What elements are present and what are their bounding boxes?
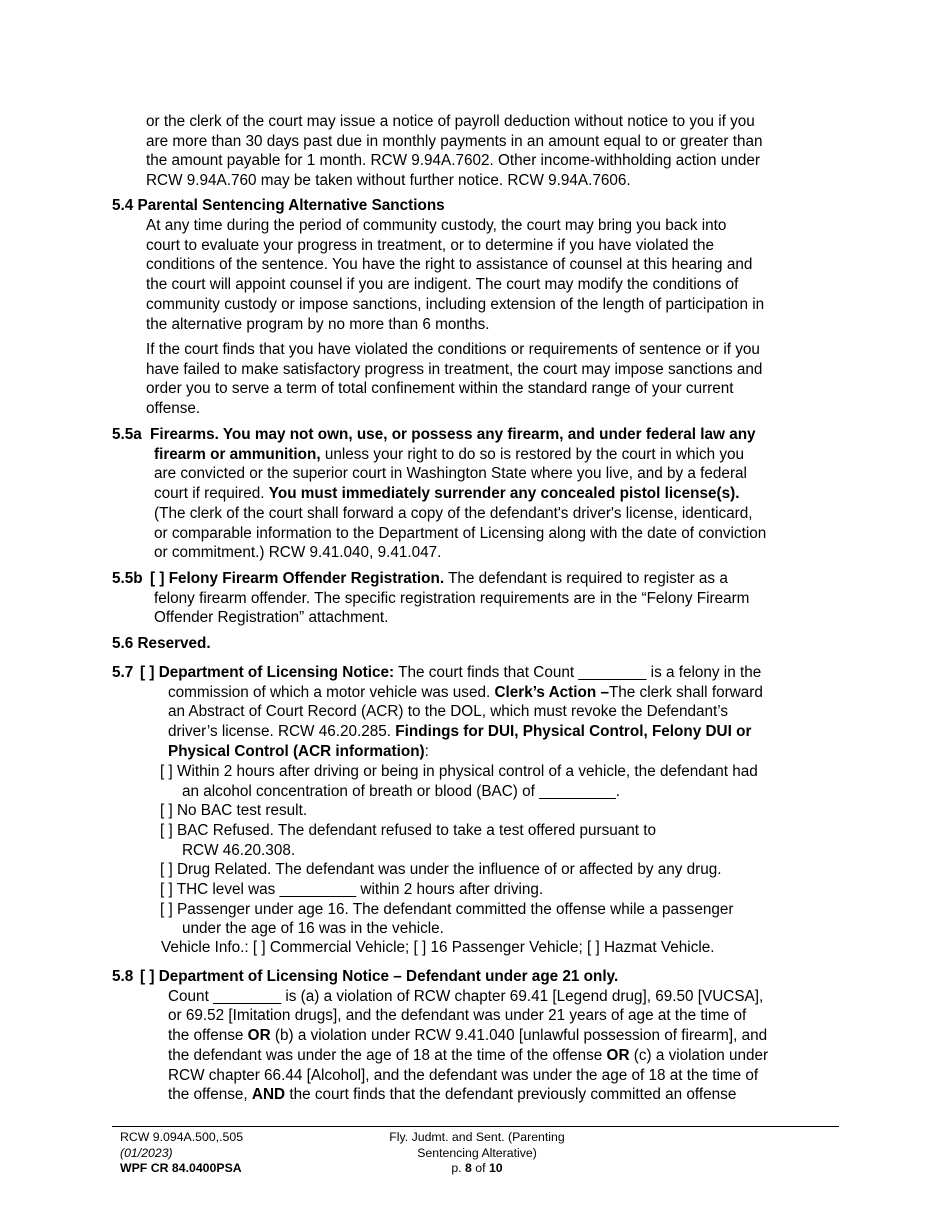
text-line: RCW chapter 66.44 [Alcohol], and the defendant was under the age of 18 at the time of (168, 1066, 759, 1084)
section-5-5b (112, 569, 852, 629)
text-line: court to evaluate your progress in treatment, or to determine if you have violated the (146, 236, 714, 254)
checklist-item-passenger[interactable]: [ ] Passenger under age 16. The defendant committed the offense while a passenger (160, 900, 734, 918)
text-run: commission of which a motor vehicle was used. (168, 683, 495, 701)
section-number: 5.5b (112, 570, 143, 587)
dol-checklist (160, 762, 758, 939)
footer-subtitle: Sentencing Alterative) (417, 1145, 537, 1160)
section-5-5a (112, 425, 852, 565)
firearms-bold: firearm or ammunition, (154, 445, 321, 463)
text-line: the court will appoint counsel if you are indigent. The court may modify the conditions of (146, 276, 739, 294)
text-run: the defendant was under the age of 18 at the time of the offense (168, 1046, 607, 1064)
vehicle-info-line[interactable]: Vehicle Info.: [ ] Commercial Vehicle; [ ] 16 Passenger Vehicle; [ ] Hazmat Vehicle. (161, 939, 715, 956)
current-page: 8 (465, 1161, 472, 1175)
text-line: Offender Registration” attachment. (154, 609, 389, 627)
checklist-item-bac-refused[interactable]: [ ] BAC Refused. The defendant refused to take a test offered pursuant to (160, 821, 657, 839)
footer-left (120, 1130, 243, 1177)
text-run: The court finds that Count ________ is a felony in the (394, 664, 762, 681)
text-line: under the age of 16 was in the vehicle. (182, 920, 444, 938)
section-5-6-heading: 5.6 Reserved. (112, 635, 211, 652)
footer-title: Fly. Judmt. and Sent. (Parenting (389, 1130, 565, 1144)
section-number: 5.8 (112, 968, 134, 985)
checklist-item-bac[interactable]: [ ] Within 2 hours after driving or being in physical control of a vehicle, the defendant had (160, 762, 758, 780)
text-run: (c) a violation under (629, 1046, 769, 1064)
text-line: (The clerk of the court shall forward a copy of the defendant's driver's license, identicard, (154, 504, 753, 522)
text-line: an alcohol concentration of breath or blood (BAC) of _________. (182, 782, 620, 800)
text-line: the amount payable for 1 month. RCW 9.94A.7602. Other income-withholding action under (146, 152, 760, 170)
dol-notice-heading: [ ] Department of Licensing Notice: (140, 664, 395, 681)
dol-under-21-heading: [ ] Department of Licensing Notice – Defendant under age 21 only. (140, 968, 619, 985)
text-run: court if required. (154, 485, 269, 503)
findings-heading-cont: Physical Control (ACR information) (168, 742, 425, 760)
text-line: or commitment.) RCW 9.41.040, 9.41.047. (154, 544, 442, 562)
text-run: (b) a violation under RCW 9.41.040 [unlawful possession of firearm], and (270, 1027, 768, 1045)
text-run: the offense, (168, 1086, 252, 1104)
clerks-action-label: Clerk’s Action – (494, 683, 609, 701)
text-line: the alternative program by no more than 6 months. (146, 315, 490, 333)
firearms-heading: Firearms. You may not own, use, or possess any firearm, and under federal law any (150, 426, 756, 443)
text-line: Count ________ is (a) a violation of RCW chapter 69.41 [Legend drug], 69.50 [VUCSA], (168, 987, 764, 1005)
or-keyword: OR (247, 1027, 271, 1045)
text-line: order you to serve a term of total confinement within the standard range of your current (146, 380, 734, 398)
text-line: If the court finds that you have violated the conditions or requirements of sentence or if you (146, 341, 760, 358)
text-run: : (424, 742, 429, 760)
intro-paragraph (146, 112, 763, 191)
checklist-item-thc-level[interactable]: [ ] THC level was _________ within 2 hours after driving. (160, 881, 544, 899)
text-line: are more than 30 days past due in monthly payments in an amount equal to or greater than (146, 132, 763, 150)
text-run: The defendant is required to register as a (444, 570, 728, 587)
text-line: RCW 9.94A.760 may be taken without further notice. RCW 9.94A.7606. (146, 172, 631, 190)
footer-center (347, 1130, 607, 1177)
and-keyword: AND (251, 1086, 286, 1104)
text-line: have failed to make satisfactory progress in treatment, the court may impose sanctions and (146, 360, 763, 378)
text-run: the court finds that the defendant previously committed an offense (285, 1086, 737, 1104)
text-run: The clerk shall forward (608, 683, 763, 701)
text-line: At any time during the period of community custody, the court may bring you back into (146, 217, 727, 234)
total-pages: 10 (488, 1161, 503, 1175)
text-line: RCW 46.20.308. (182, 841, 296, 859)
text-run: p. (451, 1161, 466, 1175)
section-number: 5.7 (112, 664, 134, 681)
checklist-item-no-bac[interactable]: [ ] No BAC test result. (160, 802, 308, 820)
section-5-4-heading: 5.4 Parental Sentencing Alternative Sanctions (112, 197, 445, 214)
text-line: community custody or impose sanctions, including extension of the length of participation in (146, 295, 765, 313)
footer-form-id: WPF CR 84.0400PSA (120, 1161, 242, 1175)
page-number (347, 1161, 607, 1177)
text-run: of (471, 1161, 489, 1175)
checklist-item-drug-related[interactable]: [ ] Drug Related. The defendant was under the influence of or affected by any drug. (160, 861, 722, 879)
findings-heading: Findings for DUI, Physical Control, Felony DUI or (395, 723, 752, 741)
text-line: conditions of the sentence. You have the right to assistance of counsel at this hearing and (146, 256, 753, 274)
or-keyword: OR (606, 1046, 630, 1064)
felony-firearm-heading: [ ] Felony Firearm Offender Registration. (150, 570, 445, 587)
text-run: unless your right to do so is restored by the court in which you (320, 445, 745, 463)
text-run: driver’s license. RCW 46.20.285. (168, 723, 396, 741)
section-5-4-paragraph-1 (146, 216, 764, 334)
footer-rcw: RCW 9.094A.500,.505 (120, 1130, 244, 1144)
text-line: felony firearm offender. The specific registration requirements are in the “Felony Firearm (154, 589, 750, 607)
text-line: or comparable information to the Department of Licensing along with the date of conviction (154, 524, 767, 542)
footer-date: (01/2023) (120, 1145, 173, 1160)
text-line: are convicted or the superior court in Washington State where you live, and by a federal (154, 465, 747, 483)
text-run: the offense (168, 1027, 248, 1045)
footer-divider (112, 1126, 839, 1127)
text-line: an Abstract of Court Record (ACR) to the DOL, which must revoke the Defendant’s (168, 703, 729, 721)
text-line: or 69.52 [Imitation drugs], and the defendant was under 21 years of age at the time of (168, 1007, 747, 1025)
surrender-license-notice: You must immediately surrender any concealed pistol license(s). (268, 485, 740, 503)
section-number: 5.5a (112, 426, 142, 443)
text-line: or the clerk of the court may issue a notice of payroll deduction without notice to you if you (146, 113, 755, 130)
text-line: offense. (146, 400, 201, 418)
section-5-8 (112, 967, 852, 1107)
section-5-4-paragraph-2 (146, 340, 762, 419)
section-5-7 (112, 663, 852, 963)
